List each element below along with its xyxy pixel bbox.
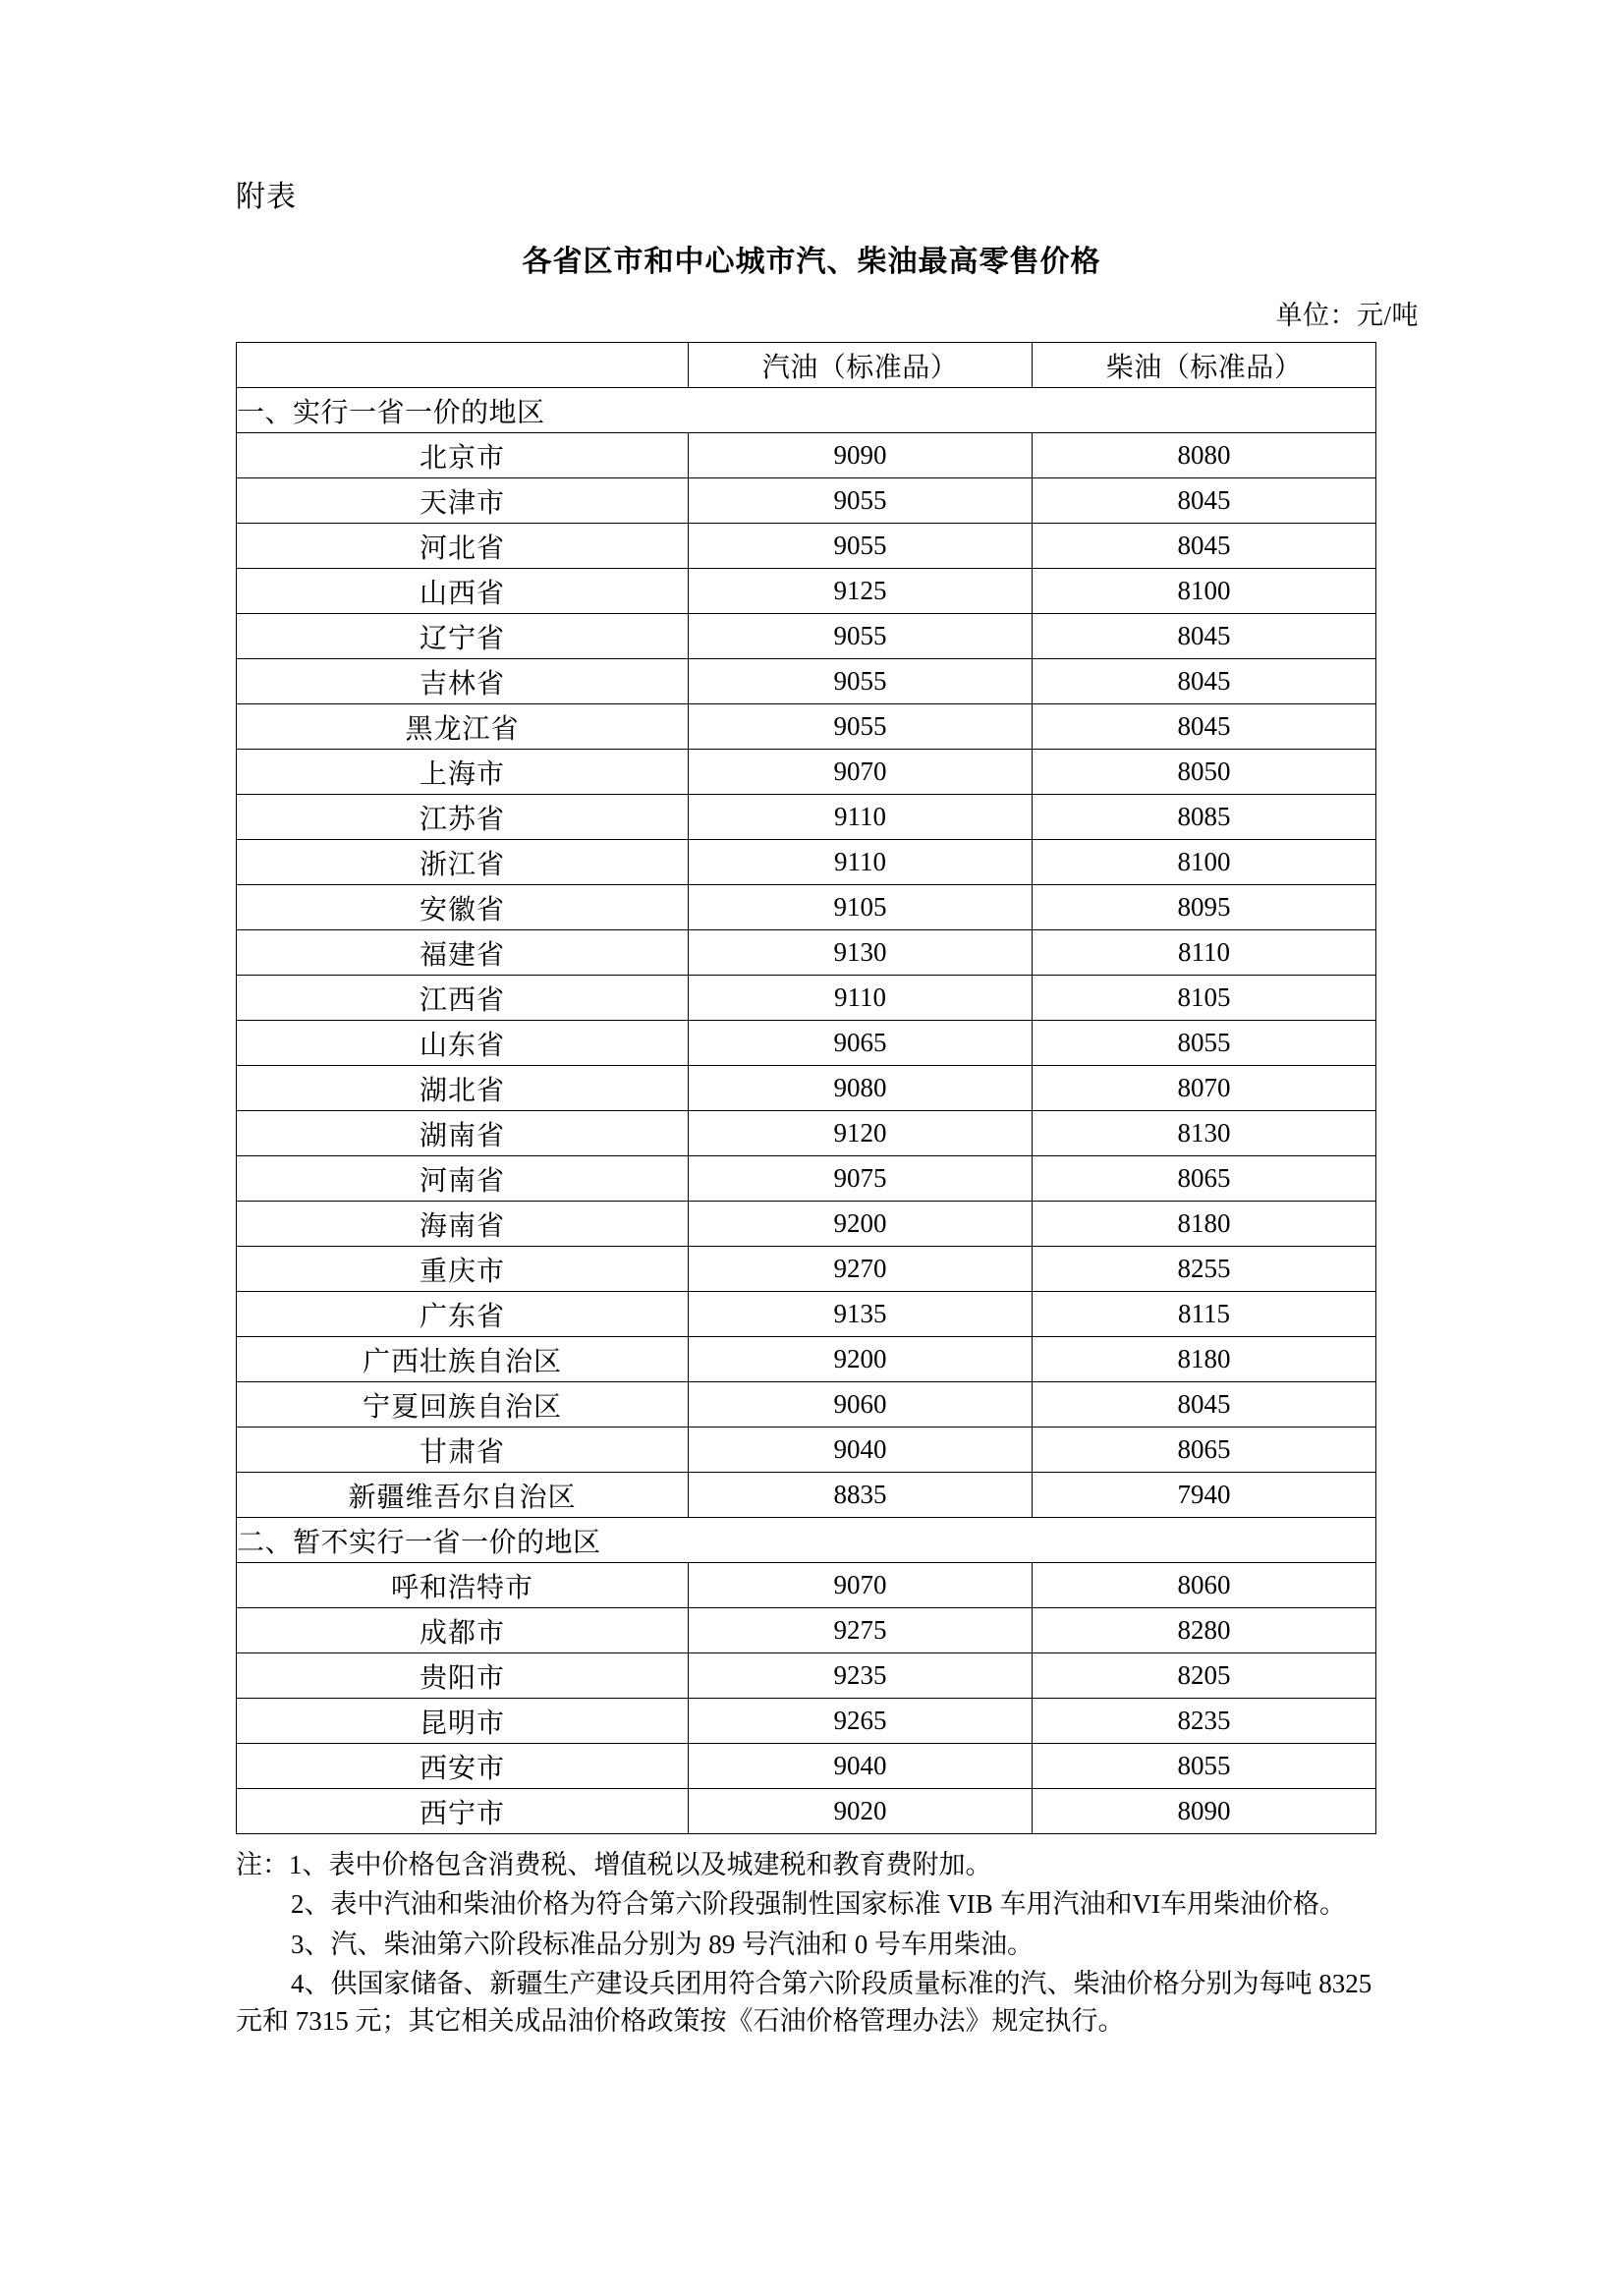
cell-region: 上海市: [237, 750, 689, 795]
cell-gasoline-price: 9110: [689, 840, 1033, 885]
cell-gasoline-price: 9070: [689, 1563, 1033, 1608]
cell-region: 西宁市: [237, 1789, 689, 1834]
attachment-label: 附表: [236, 181, 297, 213]
table-row: [237, 1744, 1376, 1789]
section-title: 一、实行一省一价的地区: [237, 388, 1376, 433]
cell-diesel-price: 8055: [1033, 1021, 1376, 1066]
cell-region: 成都市: [237, 1608, 689, 1653]
cell-diesel-price: 8095: [1033, 885, 1376, 930]
table-row: [237, 750, 1376, 795]
cell-diesel-price: 8115: [1033, 1292, 1376, 1337]
note-item: 注：1、表中价格包含消费税、增值税以及城建税和教育费附加。: [236, 1850, 992, 1879]
cell-gasoline-price: 9200: [689, 1337, 1033, 1382]
table-row: [237, 478, 1376, 524]
cell-region: 黑龙江省: [237, 704, 689, 750]
table-row: [237, 885, 1376, 930]
cell-region: 宁夏回族自治区: [237, 1382, 689, 1428]
cell-gasoline-price: 9110: [689, 795, 1033, 840]
cell-gasoline-price: 9070: [689, 750, 1033, 795]
table-row: [237, 1111, 1376, 1156]
note-item: 4、供国家储备、新疆生产建设兵团用符合第六阶段质量标准的汽、柴油价格分别为每吨 8325 元和 7315 元；其它相关成品油价格政策按《石油价格管理办法》规定执行。: [236, 1968, 1372, 2037]
cell-diesel-price: 8045: [1033, 704, 1376, 750]
cell-region: 海南省: [237, 1202, 689, 1247]
page-title: 各省区市和中心城市汽、柴油最高零售价格: [522, 246, 1101, 278]
header-cell-gasoline: 汽油（标准品）: [689, 343, 1033, 388]
table-row: [237, 1608, 1376, 1653]
cell-region: 福建省: [237, 930, 689, 976]
cell-gasoline-price: 9135: [689, 1292, 1033, 1337]
cell-region: 湖北省: [237, 1066, 689, 1111]
cell-gasoline-price: 9080: [689, 1066, 1033, 1111]
section-title: 二、暂不实行一省一价的地区: [237, 1518, 1376, 1563]
cell-gasoline-price: 9265: [689, 1699, 1033, 1744]
cell-region: 江西省: [237, 976, 689, 1021]
cell-gasoline-price: 9125: [689, 569, 1033, 614]
table-section-row: [237, 388, 1376, 433]
cell-diesel-price: 8060: [1033, 1563, 1376, 1608]
note-item: 3、汽、柴油第六阶段标准品分别为 89 号汽油和 0 号车用柴油。: [291, 1929, 1034, 1959]
header-cell-region: [237, 343, 689, 388]
cell-region: 河南省: [237, 1156, 689, 1202]
table-row: [237, 1202, 1376, 1247]
table-row: [237, 930, 1376, 976]
cell-gasoline-price: 9055: [689, 614, 1033, 659]
cell-diesel-price: 8080: [1033, 433, 1376, 478]
table-row: [237, 1337, 1376, 1382]
cell-diesel-price: 8110: [1033, 930, 1376, 976]
cell-gasoline-price: 9075: [689, 1156, 1033, 1202]
table-row: [237, 433, 1376, 478]
cell-diesel-price: 8065: [1033, 1156, 1376, 1202]
cell-gasoline-price: 9130: [689, 930, 1033, 976]
cell-region: 广东省: [237, 1292, 689, 1337]
cell-diesel-price: 8065: [1033, 1428, 1376, 1473]
cell-region: 甘肃省: [237, 1428, 689, 1473]
table-row: [237, 795, 1376, 840]
cell-diesel-price: 8100: [1033, 840, 1376, 885]
cell-gasoline-price: 9275: [689, 1608, 1033, 1653]
cell-diesel-price: 8050: [1033, 750, 1376, 795]
cell-diesel-price: 8180: [1033, 1337, 1376, 1382]
table-row: [237, 976, 1376, 1021]
cell-region: 天津市: [237, 478, 689, 524]
cell-diesel-price: 8235: [1033, 1699, 1376, 1744]
cell-region: 山东省: [237, 1021, 689, 1066]
cell-region: 新疆维吾尔自治区: [237, 1473, 689, 1518]
cell-diesel-price: 8180: [1033, 1202, 1376, 1247]
table-row: [237, 1292, 1376, 1337]
table-row: [237, 1789, 1376, 1834]
unit-label: 单位：元/吨: [1275, 301, 1419, 330]
cell-gasoline-price: 9040: [689, 1744, 1033, 1789]
cell-region: 江苏省: [237, 795, 689, 840]
header-cell-diesel: 柴油（标准品）: [1033, 343, 1376, 388]
table-row: [237, 1021, 1376, 1066]
cell-gasoline-price: 9270: [689, 1247, 1033, 1292]
cell-region: 呼和浩特市: [237, 1563, 689, 1608]
cell-gasoline-price: 9105: [689, 885, 1033, 930]
cell-gasoline-price: 9040: [689, 1428, 1033, 1473]
cell-gasoline-price: 9055: [689, 659, 1033, 704]
cell-region: 辽宁省: [237, 614, 689, 659]
cell-diesel-price: 8045: [1033, 478, 1376, 524]
table-row: [237, 1382, 1376, 1428]
cell-region: 浙江省: [237, 840, 689, 885]
table-row: [237, 569, 1376, 614]
cell-region: 吉林省: [237, 659, 689, 704]
cell-diesel-price: 8255: [1033, 1247, 1376, 1292]
cell-gasoline-price: 9020: [689, 1789, 1033, 1834]
cell-diesel-price: 8055: [1033, 1744, 1376, 1789]
table-row: [237, 659, 1376, 704]
cell-region: 西安市: [237, 1744, 689, 1789]
cell-diesel-price: 8045: [1033, 524, 1376, 569]
cell-diesel-price: 8090: [1033, 1789, 1376, 1834]
cell-diesel-price: 8045: [1033, 1382, 1376, 1428]
cell-region: 昆明市: [237, 1699, 689, 1744]
cell-diesel-price: 8280: [1033, 1608, 1376, 1653]
table-row: [237, 1563, 1376, 1608]
table-row: [237, 524, 1376, 569]
cell-diesel-price: 8070: [1033, 1066, 1376, 1111]
cell-gasoline-price: 9120: [689, 1111, 1033, 1156]
cell-region: 河北省: [237, 524, 689, 569]
cell-diesel-price: 8045: [1033, 614, 1376, 659]
note-item: 2、表中汽油和柴油价格为符合第六阶段强制性国家标准 VIB 车用汽油和VI车用柴油价格。: [291, 1889, 1346, 1920]
cell-gasoline-price: 9090: [689, 433, 1033, 478]
notes-block: [236, 1846, 1395, 2041]
cell-region: 贵阳市: [237, 1653, 689, 1699]
cell-gasoline-price: 9110: [689, 976, 1033, 1021]
table-row: [237, 1653, 1376, 1699]
cell-diesel-price: 8205: [1033, 1653, 1376, 1699]
table-row: [237, 1428, 1376, 1473]
cell-diesel-price: 8085: [1033, 795, 1376, 840]
table-row: [237, 1247, 1376, 1292]
cell-gasoline-price: 9235: [689, 1653, 1033, 1699]
cell-region: 安徽省: [237, 885, 689, 930]
table-row: [237, 704, 1376, 750]
cell-region: 重庆市: [237, 1247, 689, 1292]
cell-gasoline-price: 9060: [689, 1382, 1033, 1428]
cell-gasoline-price: 9055: [689, 524, 1033, 569]
table-row: [237, 1699, 1376, 1744]
cell-region: 湖南省: [237, 1111, 689, 1156]
cell-region: 北京市: [237, 433, 689, 478]
cell-gasoline-price: 9055: [689, 704, 1033, 750]
cell-diesel-price: 8100: [1033, 569, 1376, 614]
cell-diesel-price: 8130: [1033, 1111, 1376, 1156]
table-row: [237, 1156, 1376, 1202]
cell-gasoline-price: 9055: [689, 478, 1033, 524]
table-row: [237, 1066, 1376, 1111]
price-table: [236, 342, 1376, 1834]
table-header-row: [237, 343, 1376, 388]
table-row: [237, 614, 1376, 659]
table-row: [237, 1473, 1376, 1518]
cell-diesel-price: 8045: [1033, 659, 1376, 704]
cell-region: 山西省: [237, 569, 689, 614]
table-row: [237, 840, 1376, 885]
cell-region: 广西壮族自治区: [237, 1337, 689, 1382]
cell-gasoline-price: 8835: [689, 1473, 1033, 1518]
cell-diesel-price: 8105: [1033, 976, 1376, 1021]
cell-gasoline-price: 9200: [689, 1202, 1033, 1247]
cell-gasoline-price: 9065: [689, 1021, 1033, 1066]
table-section-row: [237, 1518, 1376, 1563]
cell-diesel-price: 7940: [1033, 1473, 1376, 1518]
